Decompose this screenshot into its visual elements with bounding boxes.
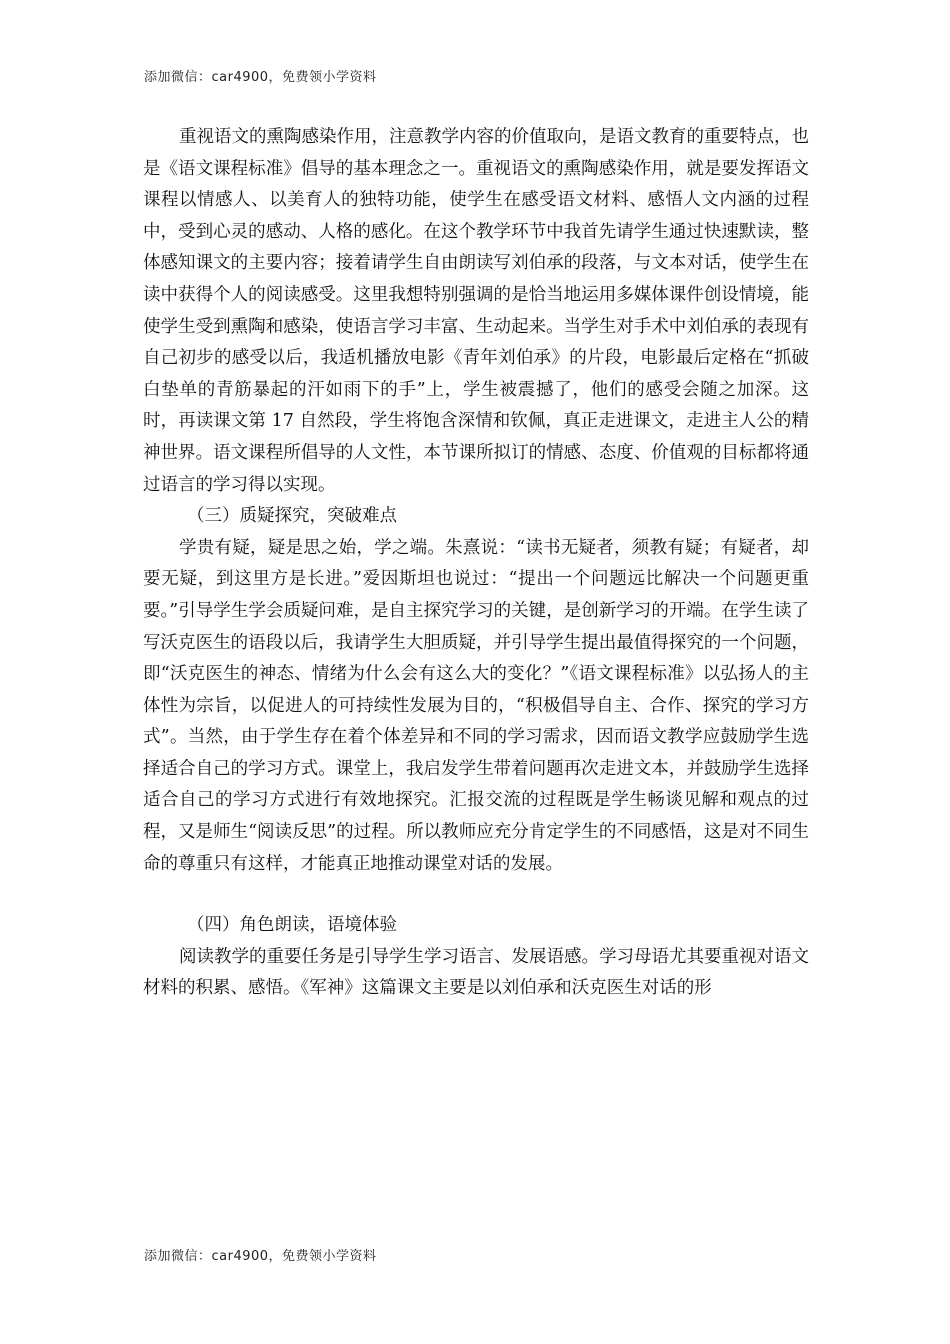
paragraph-role-reading: 阅读教学的重要任务是引导学生学习语言、发展语感。学习母语尤其要重视对语文材料的积累、感悟。《军神》这篇课文主要是以刘伯承和沃克医生对话的形 [143, 946, 809, 999]
paragraph-inquiry-learning: 学贵有疑，疑是思之始，学之端。朱熹说：“读书无疑者，须教有疑；有疑者，却要无疑，到这里方是长进。”爱因斯坦也说过：“提出一个问题远比解决一个问题更重要。”引导学生学会质疑问难，是自主探究学习的关键，是创新学习的开端。在学生读了写沃克医生的语段以后，我请学生大胆质疑，并引导学生提出最值得探究的一个问题，即“沃克医生的神态、情绪为什么会有这么大的变化？”《语文课程标准》以弘扬人的主体性为宗旨，以促进人的可持续性发展为目的，“积极倡导自主、合作、探究的学习方式”。当然，由于学生存在着个体差异和不同的学习需求，因而语文教学应鼓励学生选择适合自己的学习方式。课堂上，我启发学生带着问题再次走进文本，并鼓励学生选择适合自己的学习方式进行有效地探究。汇报交流的过程既是学生畅谈见解和观点的过程，又是师生“阅读反思”的过程。所以教师应充分肯定学生的不同感悟，这是对不同生命的尊重只有这样，才能真正地推动课堂对话的发展。 [143, 537, 809, 874]
section-heading-3: （三）质疑探究，突破难点 [187, 506, 397, 527]
paragraph-emotional-education: 重视语文的熏陶感染作用，注意教学内容的价值取向，是语文教育的重要特点，也是《语文课程标准》倡导的基本理念之一。重视语文的熏陶感染作用，就是要发挥语文课程以情感人、以美育人的独特功能，使学生在感受语文材料、感悟人文内涵的过程中，受到心灵的感动、人格的感化。在这个教学环节中我首先请学生通过快速默读，整体感知课文的主要内容；接着请学生自由朗读写刘伯承的段落，与文本对话，使学生在读中获得个人的阅读感受。这里我想特别强调的是恰当地运用多媒体课件创设情境，能使学生受到熏陶和感染，使语言学习丰富、生动起来。当学生对手术中刘伯承的表现有自己初步的感受以后，我适机播放电影《青年刘伯承》的片段，电影最后定格在“抓破白垫单的青筋暴起的汗如雨下的手”上，学生被震撼了，他们的感受会随之加深。这时，再读课文第 17 自然段，学生将饱含深情和钦佩，真正走进课文，走进主人公的精神世界。语文课程所倡导的人文性，本节课所拟订的情感、态度、价值观的目标都将通过语言的学习得以实现。 [143, 127, 809, 495]
page-footer: 添加微信：car4900，免费领小学资料 [144, 1249, 377, 1264]
page-header: 添加微信：car4900，免费领小学资料 [144, 70, 377, 85]
section-heading-4: （四）角色朗读，语境体验 [187, 915, 397, 936]
document-body [143, 122, 809, 1005]
paragraph-spacer [143, 880, 809, 910]
